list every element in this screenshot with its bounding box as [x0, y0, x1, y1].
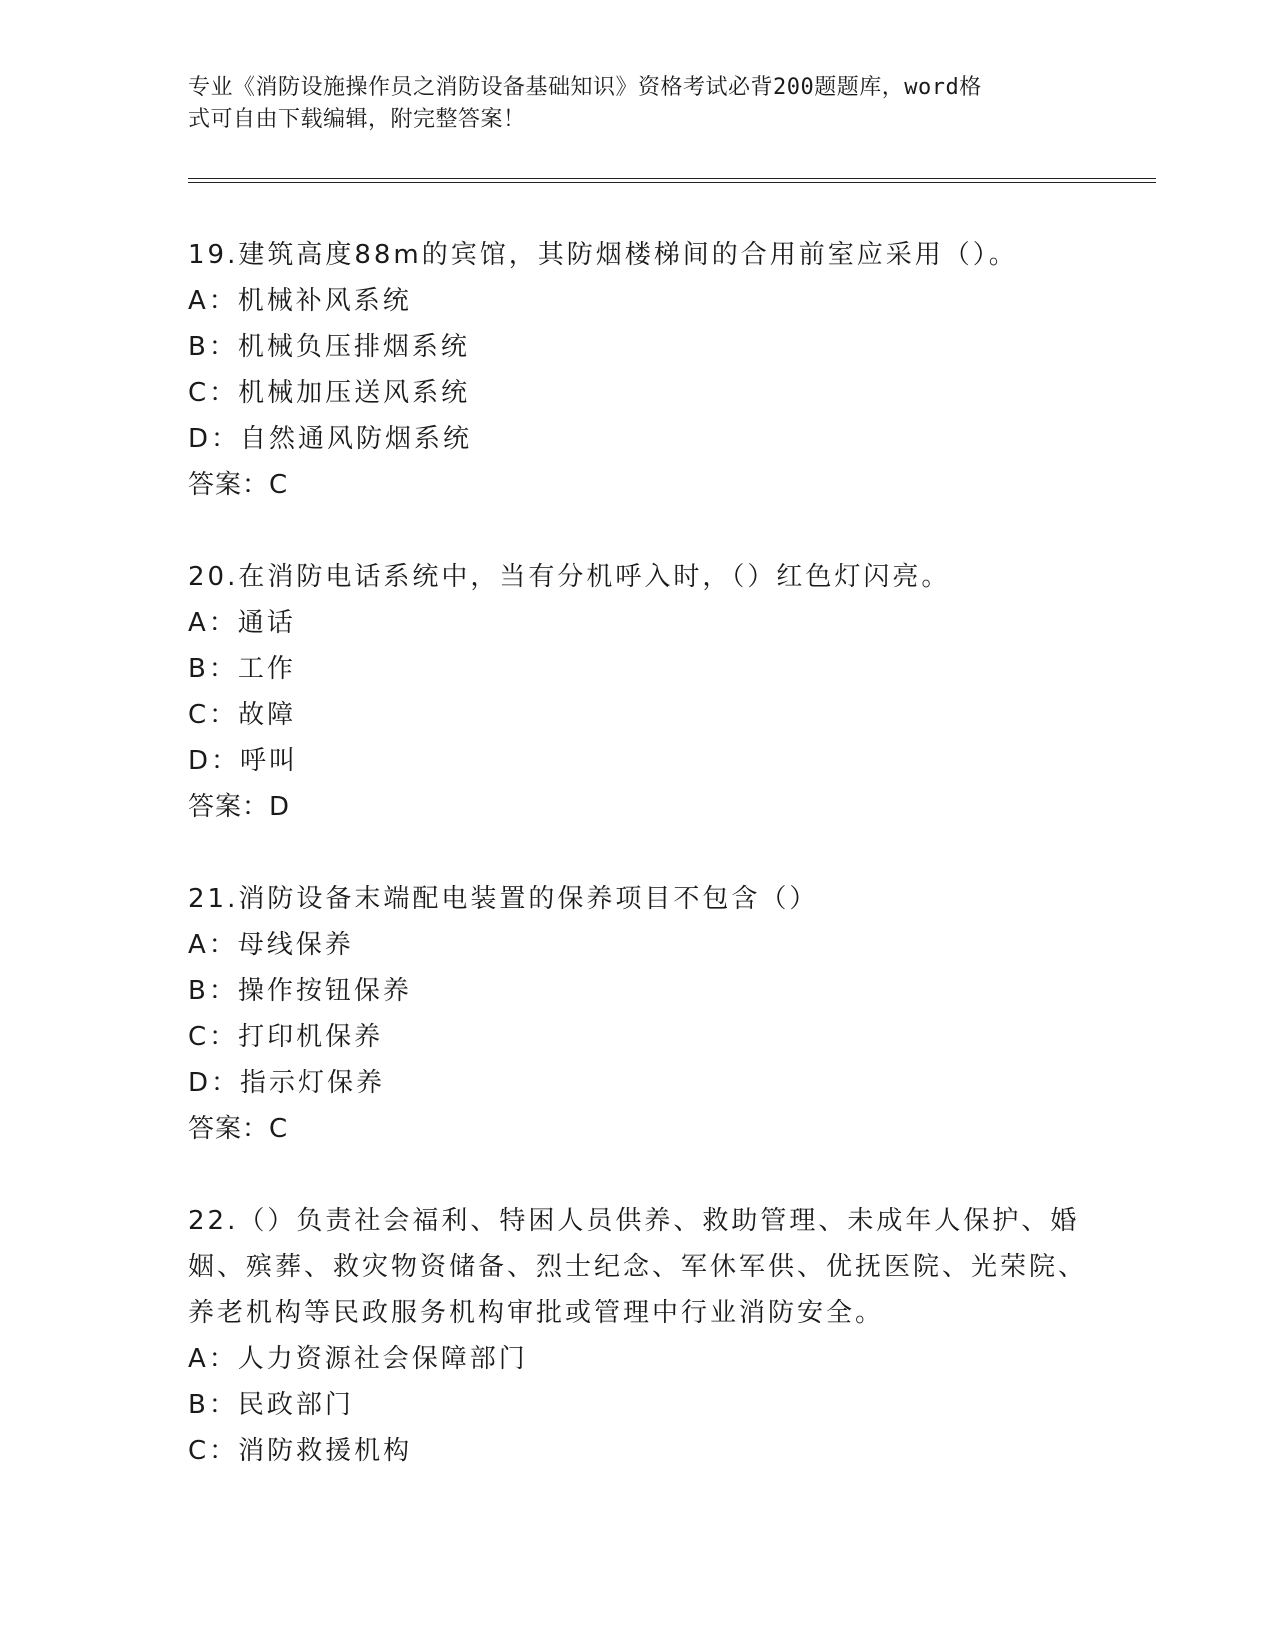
- option-b: B：操作按钮保养: [188, 976, 412, 1006]
- answer-line: [188, 784, 1088, 830]
- question-21: [188, 876, 1088, 1152]
- option-c: C：机械加压送风系统: [188, 378, 471, 408]
- option-c: C：打印机保养: [188, 1022, 384, 1052]
- option-d: D：指示灯保养: [188, 1068, 386, 1098]
- question-list: [188, 232, 1088, 1520]
- option-a: A：通话: [188, 608, 296, 638]
- option-b: B：民政部门: [188, 1390, 354, 1420]
- answer-value: C: [269, 470, 289, 500]
- question-stem: 19.建筑高度88m的宾馆，其防烟楼梯间的合用前室应采用（）。: [188, 240, 1018, 270]
- answer-label: 答案：: [188, 470, 270, 500]
- document-header: [188, 72, 1068, 136]
- option-b: B：工作: [188, 654, 296, 684]
- answer-label: 答案：: [188, 792, 270, 822]
- option-a: A：母线保养: [188, 930, 354, 960]
- question-20: [188, 554, 1088, 830]
- header-divider: [188, 178, 1156, 183]
- question-stem: 20.在消防电话系统中，当有分机呼入时，（）红色灯闪亮。: [188, 562, 951, 592]
- question-19: [188, 232, 1088, 508]
- option-a: A：机械补风系统: [188, 286, 412, 316]
- answer-value: D: [269, 792, 291, 822]
- answer-line: [188, 462, 1088, 508]
- option-b: B：机械负压排烟系统: [188, 332, 470, 362]
- option-a: A：人力资源社会保障部门: [188, 1344, 528, 1374]
- question-stem: 22.（）负责社会福利、特困人员供养、救助管理、未成年人保护、婚姻、殡葬、救灾物资储备、烈士纪念、军休军供、优抚医院、光荣院、养老机构等民政服务机构审批或管理中行业消防安全。: [188, 1206, 1088, 1328]
- header-title-line-1: 专业《消防设施操作员之消防设备基础知识》资格考试必背200题题库，word格: [188, 75, 982, 100]
- question-stem: 21.消防设备末端配电装置的保养项目不包含（）: [188, 884, 819, 914]
- answer-line: [188, 1106, 1088, 1152]
- answer-value: C: [269, 1114, 289, 1144]
- question-22: [188, 1198, 1088, 1474]
- option-c: C：消防救援机构: [188, 1436, 413, 1466]
- option-d: D：自然通风防烟系统: [188, 424, 473, 454]
- header-title-line-2: 式可自由下载编辑，附完整答案！: [188, 107, 526, 132]
- option-d: D：呼叫: [188, 746, 299, 776]
- option-c: C：故障: [188, 700, 297, 730]
- answer-label: 答案：: [188, 1114, 270, 1144]
